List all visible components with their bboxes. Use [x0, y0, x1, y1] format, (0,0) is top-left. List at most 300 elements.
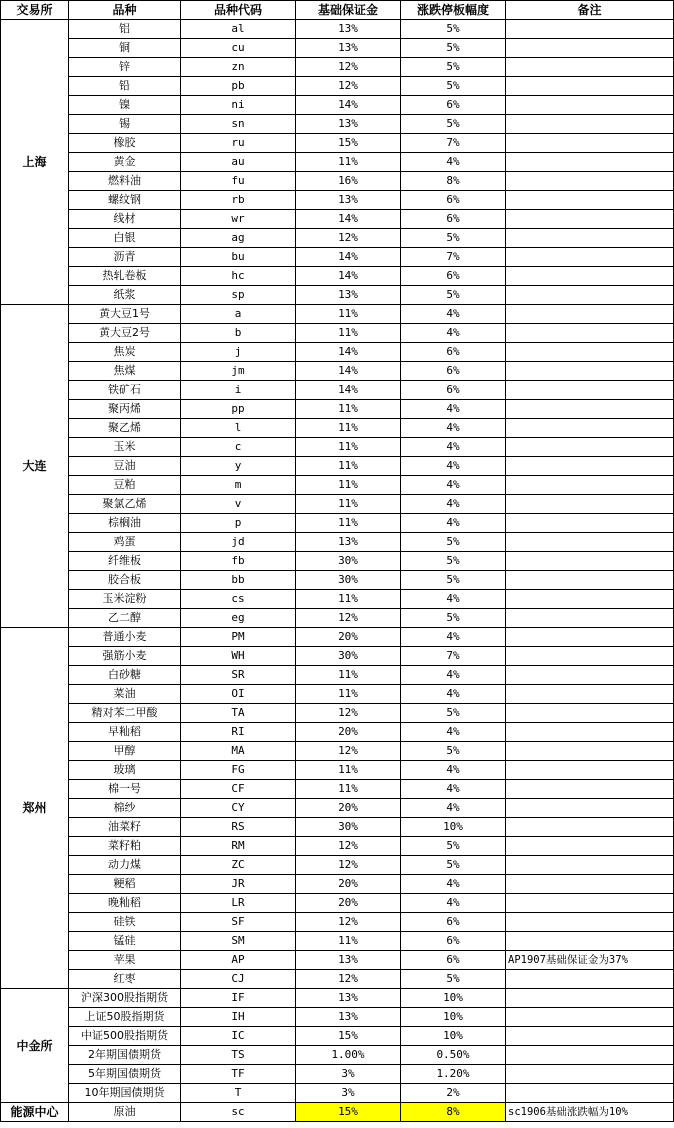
table-row	[1, 875, 674, 894]
limit-cell: 5%	[401, 571, 506, 590]
header-limit: 涨跌停板幅度	[401, 1, 506, 20]
margin-cell: 11%	[296, 305, 401, 324]
product-cell: 白银	[69, 229, 181, 248]
product-cell: 豆粕	[69, 476, 181, 495]
note-cell	[506, 457, 674, 476]
margin-cell: 14%	[296, 362, 401, 381]
product-cell: 菜油	[69, 685, 181, 704]
limit-cell: 4%	[401, 666, 506, 685]
product-cell: 黄大豆2号	[69, 324, 181, 343]
limit-cell: 4%	[401, 153, 506, 172]
product-cell: 豆油	[69, 457, 181, 476]
header-margin: 基础保证金	[296, 1, 401, 20]
limit-cell: 2%	[401, 1084, 506, 1103]
note-cell	[506, 1065, 674, 1084]
table-body	[1, 20, 674, 1122]
limit-cell: 1.20%	[401, 1065, 506, 1084]
product-cell: 铜	[69, 39, 181, 58]
table-row	[1, 856, 674, 875]
product-cell: 油菜籽	[69, 818, 181, 837]
code-cell: fu	[181, 172, 296, 191]
note-cell	[506, 58, 674, 77]
table-row	[1, 685, 674, 704]
product-cell: 10年期国债期货	[69, 1084, 181, 1103]
product-cell: 甲醇	[69, 742, 181, 761]
code-cell: MA	[181, 742, 296, 761]
product-cell: 焦炭	[69, 343, 181, 362]
note-cell	[506, 1008, 674, 1027]
product-cell: 粳稻	[69, 875, 181, 894]
margin-cell: 13%	[296, 39, 401, 58]
note-cell	[506, 134, 674, 153]
limit-cell: 6%	[401, 913, 506, 932]
margin-cell: 12%	[296, 970, 401, 989]
limit-cell: 10%	[401, 1008, 506, 1027]
margin-cell: 30%	[296, 571, 401, 590]
margin-cell: 11%	[296, 153, 401, 172]
table-row	[1, 590, 674, 609]
product-cell: 热轧卷板	[69, 267, 181, 286]
code-cell: pp	[181, 400, 296, 419]
limit-cell: 10%	[401, 1027, 506, 1046]
note-cell	[506, 229, 674, 248]
code-cell: fb	[181, 552, 296, 571]
code-cell: jm	[181, 362, 296, 381]
margin-cell: 11%	[296, 685, 401, 704]
margin-cell: 12%	[296, 58, 401, 77]
product-cell: 苹果	[69, 951, 181, 970]
code-cell: i	[181, 381, 296, 400]
code-cell: v	[181, 495, 296, 514]
table-row	[1, 115, 674, 134]
header-row	[1, 1, 674, 20]
margin-cell: 12%	[296, 913, 401, 932]
margin-cell: 3%	[296, 1065, 401, 1084]
code-cell: sp	[181, 286, 296, 305]
note-cell	[506, 381, 674, 400]
margin-cell: 12%	[296, 609, 401, 628]
note-cell	[506, 837, 674, 856]
note-cell	[506, 932, 674, 951]
code-cell: pb	[181, 77, 296, 96]
product-cell: 铅	[69, 77, 181, 96]
limit-cell: 4%	[401, 514, 506, 533]
limit-cell: 10%	[401, 818, 506, 837]
exchange-cell: 中金所	[1, 989, 69, 1103]
margin-cell: 15%	[296, 134, 401, 153]
limit-cell: 5%	[401, 970, 506, 989]
product-cell: 动力煤	[69, 856, 181, 875]
note-cell	[506, 875, 674, 894]
product-cell: 黄大豆1号	[69, 305, 181, 324]
product-cell: 锡	[69, 115, 181, 134]
table-row	[1, 267, 674, 286]
margin-cell: 13%	[296, 115, 401, 134]
exchange-cell: 上海	[1, 20, 69, 305]
note-cell	[506, 704, 674, 723]
table-row	[1, 1103, 674, 1122]
table-row	[1, 495, 674, 514]
limit-cell: 4%	[401, 476, 506, 495]
margin-cell: 20%	[296, 799, 401, 818]
table-row	[1, 894, 674, 913]
limit-cell: 4%	[401, 685, 506, 704]
code-cell: b	[181, 324, 296, 343]
product-cell: 燃料油	[69, 172, 181, 191]
limit-cell: 4%	[401, 305, 506, 324]
code-cell: p	[181, 514, 296, 533]
code-cell: m	[181, 476, 296, 495]
table-row	[1, 39, 674, 58]
margin-cell: 11%	[296, 324, 401, 343]
note-cell	[506, 590, 674, 609]
code-cell: zn	[181, 58, 296, 77]
table-row	[1, 571, 674, 590]
limit-cell: 4%	[401, 875, 506, 894]
note-cell	[506, 970, 674, 989]
table-row	[1, 742, 674, 761]
table-row	[1, 799, 674, 818]
code-cell: LR	[181, 894, 296, 913]
code-cell: bb	[181, 571, 296, 590]
table-row	[1, 913, 674, 932]
limit-cell: 6%	[401, 951, 506, 970]
margin-cell: 30%	[296, 647, 401, 666]
limit-cell: 5%	[401, 229, 506, 248]
product-cell: 5年期国债期货	[69, 1065, 181, 1084]
note-cell: AP1907基础保证金为37%	[506, 951, 674, 970]
margin-cell: 3%	[296, 1084, 401, 1103]
note-cell	[506, 780, 674, 799]
code-cell: sn	[181, 115, 296, 134]
limit-cell: 8%	[401, 1103, 506, 1122]
code-cell: bu	[181, 248, 296, 267]
product-cell: 玻璃	[69, 761, 181, 780]
margin-cell: 12%	[296, 229, 401, 248]
margin-cell: 11%	[296, 419, 401, 438]
code-cell: cs	[181, 590, 296, 609]
code-cell: IC	[181, 1027, 296, 1046]
note-cell	[506, 343, 674, 362]
code-cell: y	[181, 457, 296, 476]
code-cell: a	[181, 305, 296, 324]
note-cell	[506, 799, 674, 818]
code-cell: TA	[181, 704, 296, 723]
margin-cell: 13%	[296, 533, 401, 552]
margin-cell: 14%	[296, 210, 401, 229]
table-row	[1, 134, 674, 153]
code-cell: SF	[181, 913, 296, 932]
note-cell	[506, 400, 674, 419]
limit-cell: 5%	[401, 837, 506, 856]
margin-cell: 11%	[296, 495, 401, 514]
limit-cell: 6%	[401, 381, 506, 400]
code-cell: ni	[181, 96, 296, 115]
product-cell: 棉纱	[69, 799, 181, 818]
note-cell	[506, 248, 674, 267]
header-code: 品种代码	[181, 1, 296, 20]
code-cell: RM	[181, 837, 296, 856]
note-cell	[506, 761, 674, 780]
note-cell: sc1906基础涨跌幅为10%	[506, 1103, 674, 1122]
product-cell: 纤维板	[69, 552, 181, 571]
code-cell: SM	[181, 932, 296, 951]
exchange-cell: 大连	[1, 305, 69, 628]
product-cell: 棉一号	[69, 780, 181, 799]
product-cell: 焦煤	[69, 362, 181, 381]
note-cell	[506, 571, 674, 590]
product-cell: 乙二醇	[69, 609, 181, 628]
limit-cell: 5%	[401, 552, 506, 571]
product-cell: 沥青	[69, 248, 181, 267]
code-cell: wr	[181, 210, 296, 229]
note-cell	[506, 609, 674, 628]
limit-cell: 7%	[401, 134, 506, 153]
table-row	[1, 191, 674, 210]
product-cell: 中证500股指期货	[69, 1027, 181, 1046]
limit-cell: 4%	[401, 457, 506, 476]
limit-cell: 5%	[401, 533, 506, 552]
note-cell	[506, 324, 674, 343]
table-row	[1, 153, 674, 172]
product-cell: 纸浆	[69, 286, 181, 305]
code-cell: IF	[181, 989, 296, 1008]
product-cell: 锌	[69, 58, 181, 77]
product-cell: 胶合板	[69, 571, 181, 590]
margin-cell: 12%	[296, 77, 401, 96]
table-row	[1, 1046, 674, 1065]
note-cell	[506, 818, 674, 837]
limit-cell: 6%	[401, 362, 506, 381]
header-note: 备注	[506, 1, 674, 20]
product-cell: 菜籽粕	[69, 837, 181, 856]
note-cell	[506, 647, 674, 666]
code-cell: T	[181, 1084, 296, 1103]
table-row	[1, 628, 674, 647]
product-cell: 晚籼稻	[69, 894, 181, 913]
limit-cell: 6%	[401, 191, 506, 210]
margin-cell: 13%	[296, 191, 401, 210]
table-row	[1, 324, 674, 343]
code-cell: WH	[181, 647, 296, 666]
code-cell: OI	[181, 685, 296, 704]
code-cell: CJ	[181, 970, 296, 989]
exchange-cell: 郑州	[1, 628, 69, 989]
note-cell	[506, 856, 674, 875]
limit-cell: 4%	[401, 761, 506, 780]
product-cell: 2年期国债期货	[69, 1046, 181, 1065]
product-cell: 铝	[69, 20, 181, 39]
code-cell: AP	[181, 951, 296, 970]
limit-cell: 4%	[401, 590, 506, 609]
limit-cell: 4%	[401, 628, 506, 647]
margin-cell: 13%	[296, 286, 401, 305]
note-cell	[506, 267, 674, 286]
note-cell	[506, 96, 674, 115]
code-cell: rb	[181, 191, 296, 210]
limit-cell: 0.50%	[401, 1046, 506, 1065]
code-cell: cu	[181, 39, 296, 58]
note-cell	[506, 115, 674, 134]
margin-cell: 14%	[296, 96, 401, 115]
margin-cell: 11%	[296, 514, 401, 533]
margin-cell: 16%	[296, 172, 401, 191]
code-cell: IH	[181, 1008, 296, 1027]
table-row	[1, 229, 674, 248]
table-row	[1, 58, 674, 77]
note-cell	[506, 39, 674, 58]
limit-cell: 10%	[401, 989, 506, 1008]
margin-cell: 14%	[296, 267, 401, 286]
product-cell: 镍	[69, 96, 181, 115]
table-row	[1, 552, 674, 571]
margin-cell: 20%	[296, 628, 401, 647]
margin-cell: 13%	[296, 989, 401, 1008]
code-cell: TS	[181, 1046, 296, 1065]
product-cell: 上证50股指期货	[69, 1008, 181, 1027]
limit-cell: 5%	[401, 20, 506, 39]
table-row	[1, 666, 674, 685]
limit-cell: 5%	[401, 704, 506, 723]
note-cell	[506, 191, 674, 210]
margin-cell: 13%	[296, 20, 401, 39]
code-cell: l	[181, 419, 296, 438]
code-cell: jd	[181, 533, 296, 552]
table-row	[1, 419, 674, 438]
limit-cell: 6%	[401, 96, 506, 115]
product-cell: 硅铁	[69, 913, 181, 932]
note-cell	[506, 286, 674, 305]
product-cell: 鸡蛋	[69, 533, 181, 552]
product-cell: 红枣	[69, 970, 181, 989]
code-cell: ru	[181, 134, 296, 153]
limit-cell: 5%	[401, 58, 506, 77]
table-row	[1, 609, 674, 628]
product-cell: 普通小麦	[69, 628, 181, 647]
margin-cell: 1.00%	[296, 1046, 401, 1065]
note-cell	[506, 628, 674, 647]
note-cell	[506, 172, 674, 191]
margin-cell: 11%	[296, 400, 401, 419]
note-cell	[506, 495, 674, 514]
note-cell	[506, 438, 674, 457]
note-cell	[506, 20, 674, 39]
note-cell	[506, 419, 674, 438]
note-cell	[506, 1046, 674, 1065]
code-cell: j	[181, 343, 296, 362]
code-cell: au	[181, 153, 296, 172]
code-cell: RI	[181, 723, 296, 742]
code-cell: c	[181, 438, 296, 457]
limit-cell: 6%	[401, 932, 506, 951]
table-row	[1, 704, 674, 723]
product-cell: 铁矿石	[69, 381, 181, 400]
note-cell	[506, 685, 674, 704]
table-row	[1, 514, 674, 533]
margin-cell: 12%	[296, 742, 401, 761]
note-cell	[506, 723, 674, 742]
limit-cell: 8%	[401, 172, 506, 191]
limit-cell: 4%	[401, 495, 506, 514]
product-cell: 强筋小麦	[69, 647, 181, 666]
product-cell: 原油	[69, 1103, 181, 1122]
exchange-cell: 能源中心	[1, 1103, 69, 1122]
margin-cell: 20%	[296, 875, 401, 894]
table-row	[1, 932, 674, 951]
header-product: 品种	[69, 1, 181, 20]
note-cell	[506, 476, 674, 495]
margin-cell: 14%	[296, 343, 401, 362]
margin-cell: 11%	[296, 438, 401, 457]
note-cell	[506, 362, 674, 381]
table-row	[1, 438, 674, 457]
code-cell: TF	[181, 1065, 296, 1084]
note-cell	[506, 77, 674, 96]
margin-cell: 30%	[296, 818, 401, 837]
product-cell: 聚丙烯	[69, 400, 181, 419]
code-cell: ZC	[181, 856, 296, 875]
product-cell: 锰硅	[69, 932, 181, 951]
margin-cell: 12%	[296, 704, 401, 723]
margin-cell: 12%	[296, 837, 401, 856]
note-cell	[506, 552, 674, 571]
margin-cell: 11%	[296, 666, 401, 685]
table-row	[1, 400, 674, 419]
margin-cell: 20%	[296, 894, 401, 913]
limit-cell: 4%	[401, 438, 506, 457]
product-cell: 玉米	[69, 438, 181, 457]
code-cell: JR	[181, 875, 296, 894]
margin-cell: 30%	[296, 552, 401, 571]
limit-cell: 5%	[401, 742, 506, 761]
product-cell: 棕榈油	[69, 514, 181, 533]
margin-cell: 13%	[296, 1008, 401, 1027]
product-cell: 聚乙烯	[69, 419, 181, 438]
margin-cell: 11%	[296, 457, 401, 476]
table-row	[1, 381, 674, 400]
table-row	[1, 723, 674, 742]
note-cell	[506, 533, 674, 552]
product-cell: 螺纹钢	[69, 191, 181, 210]
note-cell	[506, 305, 674, 324]
note-cell	[506, 210, 674, 229]
note-cell	[506, 742, 674, 761]
product-cell: 白砂糖	[69, 666, 181, 685]
limit-cell: 4%	[401, 799, 506, 818]
product-cell: 沪深300股指期货	[69, 989, 181, 1008]
table-row	[1, 1008, 674, 1027]
table-row	[1, 476, 674, 495]
limit-cell: 5%	[401, 77, 506, 96]
table-row	[1, 1084, 674, 1103]
margin-cell: 11%	[296, 932, 401, 951]
code-cell: CY	[181, 799, 296, 818]
code-cell: FG	[181, 761, 296, 780]
table-row	[1, 989, 674, 1008]
margin-cell: 11%	[296, 590, 401, 609]
table-row	[1, 20, 674, 39]
margin-cell: 11%	[296, 476, 401, 495]
limit-cell: 5%	[401, 39, 506, 58]
limit-cell: 4%	[401, 780, 506, 799]
limit-cell: 5%	[401, 115, 506, 134]
table-row	[1, 77, 674, 96]
limit-cell: 5%	[401, 856, 506, 875]
table-row	[1, 818, 674, 837]
margin-cell: 15%	[296, 1027, 401, 1046]
table-row	[1, 1065, 674, 1084]
table-row	[1, 210, 674, 229]
